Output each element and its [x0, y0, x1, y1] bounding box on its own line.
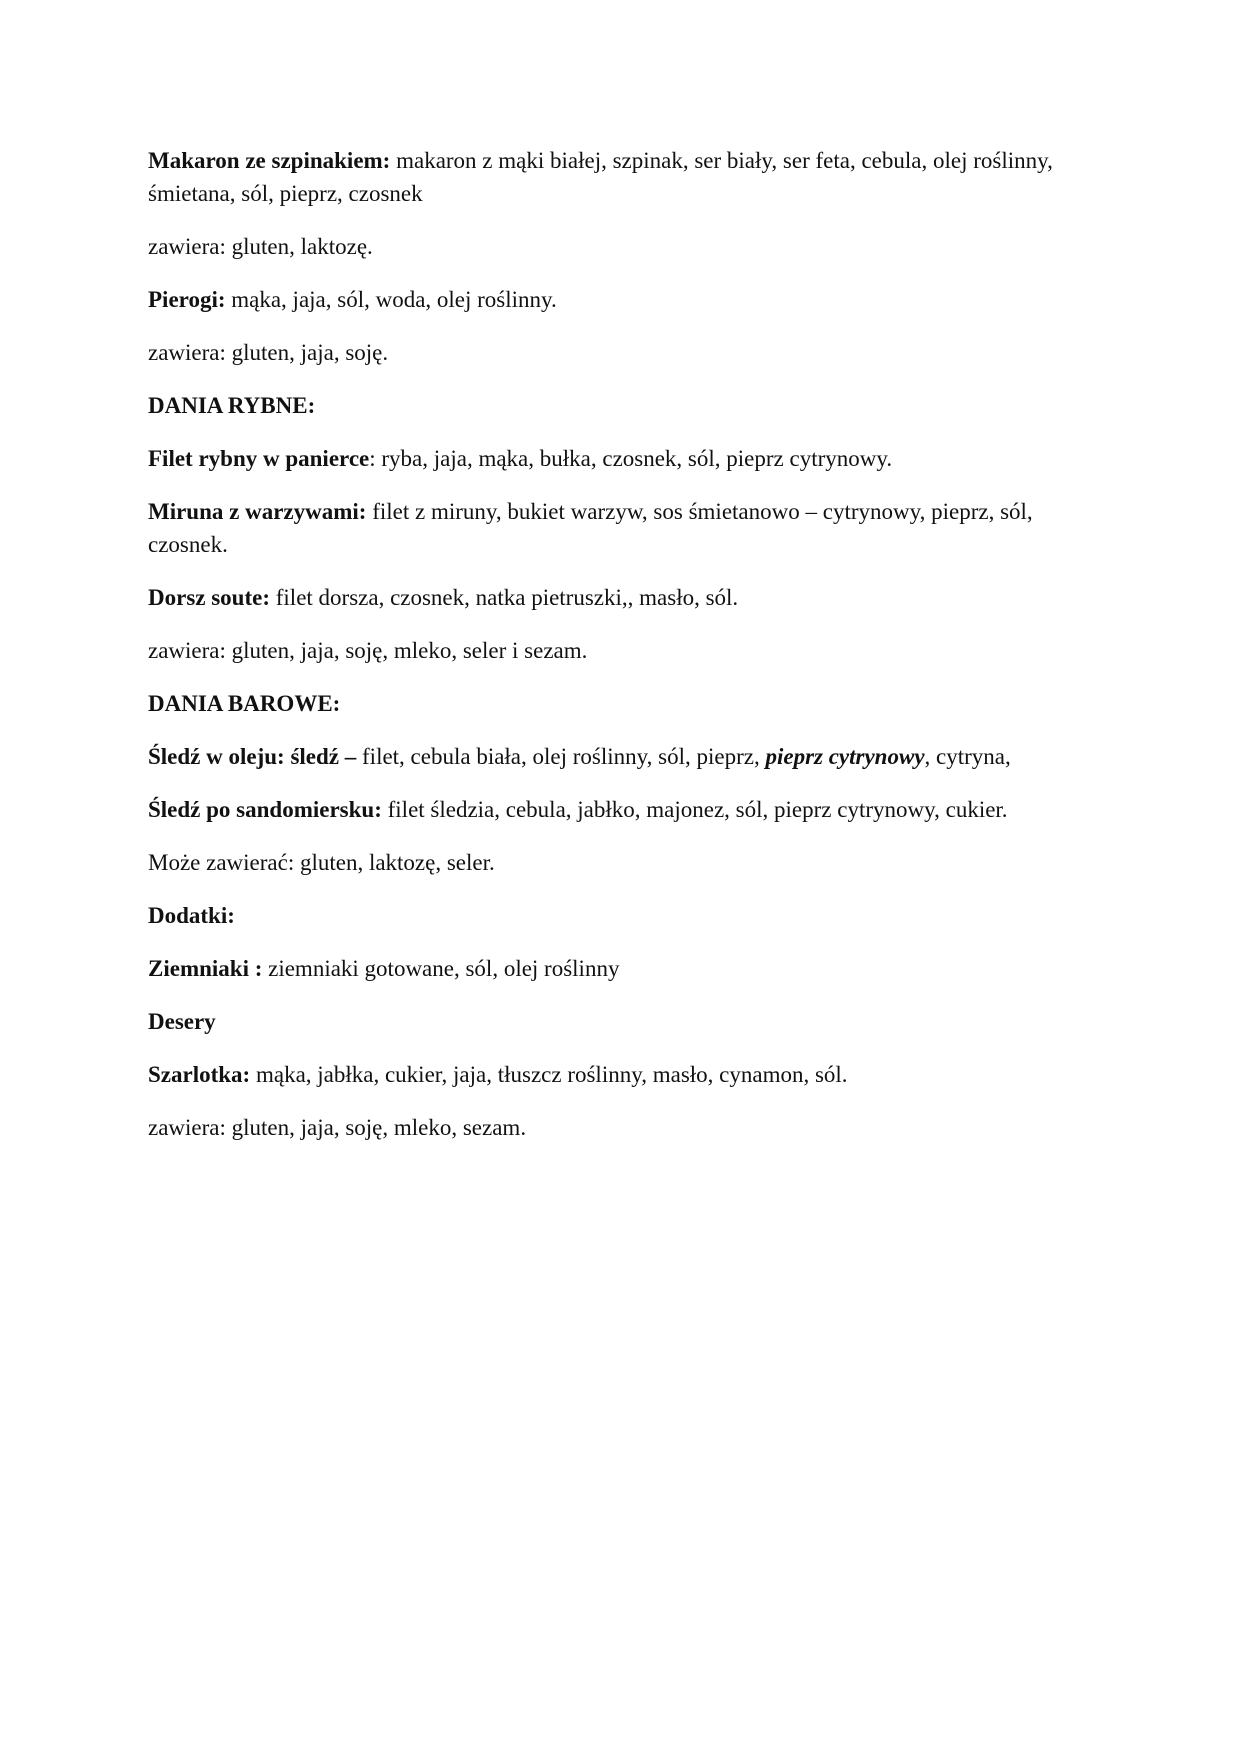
menu-item-miruna: [148, 495, 1108, 561]
allergen-text: zawiera: gluten, jaja, soję, mleko, sezam.: [148, 1115, 527, 1140]
allergen-text: zawiera: gluten, jaja, soję.: [148, 340, 389, 365]
menu-item-pierogi: [148, 283, 1108, 316]
item-name: Makaron ze szpinakiem:: [148, 148, 391, 173]
section-heading-text: DANIA RYBNE:: [148, 393, 316, 418]
section-heading-desery: [148, 1005, 1108, 1038]
menu-item-ziemniaki: [148, 952, 1108, 985]
section-heading-text: Dodatki:: [148, 903, 235, 928]
item-name: Śledź w oleju: śledź –: [148, 744, 357, 769]
item-name: Śledź po sandomiersku:: [148, 797, 382, 822]
item-emphasis: pieprz cytrynowy: [765, 744, 925, 769]
menu-item-filet-rybny: [148, 442, 1108, 475]
item-name: Ziemniaki :: [148, 956, 263, 981]
item-ingredients: filet z miruny, bukiet warzyw, sos śmietanowo – cytrynowy, pieprz, sól, czosnek.: [148, 499, 1033, 557]
menu-item-dorsz-soute: [148, 581, 1108, 614]
item-ingredients: : ryba, jaja, mąka, bułka, czosnek, sól, pieprz cytrynowy.: [369, 446, 893, 471]
allergen-text: zawiera: gluten, jaja, soję, mleko, seler i sezam.: [148, 638, 588, 663]
section-heading-dania-rybne: [148, 389, 1108, 422]
menu-item-sledz-w-oleju: [148, 740, 1108, 773]
item-ingredients: ziemniaki gotowane, sól, olej roślinny: [262, 956, 620, 981]
item-ingredients: makaron z mąki białej, szpinak, ser biały, ser feta, cebula, olej roślinny, śmietana, sól, pieprz, czosnek: [148, 148, 1053, 206]
item-ingredients: mąka, jabłka, cukier, jaja, tłuszcz roślinny, masło, cynamon, sól.: [250, 1062, 848, 1087]
allergen-note: [148, 846, 1108, 879]
allergen-note: [148, 1111, 1108, 1144]
item-ingredients: filet śledzia, cebula, jabłko, majonez, sól, pieprz cytrynowy, cukier.: [381, 797, 1008, 822]
item-ingredients: filet, cebula biała, olej roślinny, sól, pieprz,: [356, 744, 766, 769]
item-name: Pierogi:: [148, 287, 226, 312]
item-name: Filet rybny w panierce: [148, 446, 370, 471]
item-name: Dorsz soute:: [148, 585, 270, 610]
allergen-note: [148, 634, 1108, 667]
document-body: [148, 144, 1108, 1164]
menu-item-makaron-ze-szpinakiem: [148, 144, 1108, 210]
section-heading-dania-barowe: [148, 687, 1108, 720]
item-name: Szarlotka:: [148, 1062, 251, 1087]
section-heading-text: DANIA BAROWE:: [148, 691, 341, 716]
menu-item-sledz-po-sandomiersku: [148, 793, 1108, 826]
item-ingredients: filet dorsza, czosnek, natka pietruszki,, masło, sól.: [270, 585, 739, 610]
item-ingredients-tail: , cytryna,: [924, 744, 1011, 769]
allergen-note: [148, 336, 1108, 369]
allergen-text: Może zawierać: gluten, laktozę, seler.: [148, 850, 495, 875]
section-heading-text: Desery: [148, 1009, 216, 1034]
allergen-text: zawiera: gluten, laktozę.: [148, 234, 373, 259]
menu-item-szarlotka: [148, 1058, 1108, 1091]
item-name: Miruna z warzywami:: [148, 499, 367, 524]
item-ingredients: mąka, jaja, sól, woda, olej roślinny.: [225, 287, 557, 312]
section-heading-dodatki: [148, 899, 1108, 932]
allergen-note: [148, 230, 1108, 263]
